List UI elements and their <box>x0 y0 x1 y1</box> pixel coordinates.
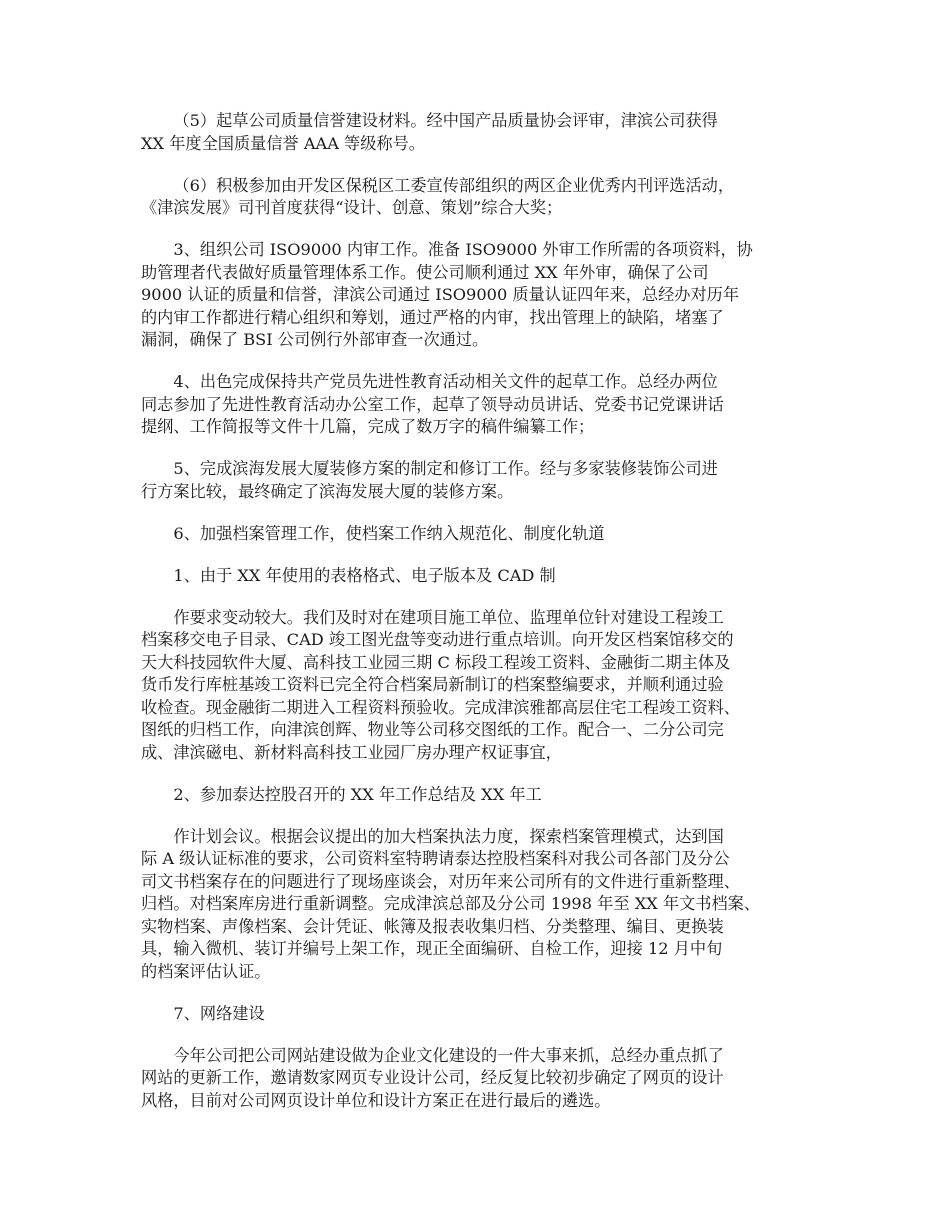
paragraph-line: 的内审工作都进行精心组织和筹划，通过严格的内审，找出管理上的缺陷，堵塞了 <box>141 307 724 327</box>
paragraph-line: 的档案评估认证。 <box>141 961 271 981</box>
paragraph-p8 <box>141 607 821 765</box>
paragraph-p12 <box>141 1045 821 1113</box>
paragraph-line: 7、网络建设 <box>173 1003 265 1023</box>
paragraph-line: 助管理者代表做好质量管理体系工作。使公司顺利通过 XX 年外审，确保了公司 <box>141 262 709 282</box>
paragraph-p1 <box>141 110 821 155</box>
paragraph-p6 <box>141 523 821 546</box>
paragraph-line: 提纲、工作简报等文件十几篇，完成了数万字的稿件编纂工作； <box>141 417 595 436</box>
paragraph-line: 4、出色完成保持共产党员先进性教育活动相关文件的起草工作。总经办两位 <box>173 372 718 391</box>
paragraph-line: 作要求变动较大。我们及时对在建项目施工单位、监理单位针对建设工程竣工 <box>173 607 724 627</box>
paragraph-line: （5）起草公司质量信誉建设材料。经中国产品质量协会评审，津滨公司获得 <box>173 111 718 130</box>
paragraph-line: 天大科技园软件大厦、高科技工业园三期 C 标段工程竣工资料、金融街二期主体及 <box>141 652 731 672</box>
paragraph-p2 <box>141 175 821 220</box>
paragraph-line: 归档。对档案库房进行重新调整。完成津滨总部及分公司 1998 年至 XX 年文书档案、 <box>141 894 761 913</box>
paragraph-p11 <box>141 1003 821 1026</box>
paragraph-p3 <box>141 239 821 352</box>
paragraph-line: 具，输入微机、装订并编号上架工作，现正全面编研、自检工作，迎接 12 月中旬 <box>141 939 723 958</box>
paragraph-line: 货币发行库桩基竣工资料已完全符合档案局新制订的档案整编要求，并顺利通过验 <box>141 675 724 694</box>
paragraph-line: （6）积极参加由开发区保税区工委宣传部组织的两区企业优秀内刊评选活动， <box>173 175 735 195</box>
paragraph-line: 6、加强档案管理工作，使档案工作纳入规范化、制度化轨道 <box>173 523 605 543</box>
paragraph-line: 作计划会议。根据会议提出的加大档案执法力度，探索档案管理模式，达到国 <box>173 826 724 846</box>
paragraph-line: 际 A 级认证标准的要求，公司资料室特聘请泰达控股档案科对我公司各部门及分公 <box>141 849 730 868</box>
paragraph-p10 <box>141 826 821 984</box>
paragraph-line: 同志参加了先进性教育活动办公室工作，起草了领导动员讲话、党委书记党课讲话 <box>141 394 724 414</box>
paragraph-line: 3、组织公司 ISO9000 内审工作。准备 ISO9000 外审工作所需的各项资料，协 <box>173 240 753 259</box>
paragraph-line: 风格，目前对公司网页设计单位和设计方案正在进行最后的遴选。 <box>141 1090 611 1110</box>
paragraph-line: 档案移交电子目录、CAD 竣工图光盘等变动进行重点培训。向开发区档案馆移交的 <box>141 630 734 649</box>
paragraph-line: 2、参加泰达控股召开的 XX 年工作总结及 XX 年工 <box>173 784 542 804</box>
paragraph-line: 收检查。现金融街二期进入工程资料预验收。完成津滨雅都高层住宅工程竣工资料、 <box>141 697 740 717</box>
paragraph-line: 成、津滨磁电、新材料高科技工业园厂房办理产权证事宜， <box>141 742 562 762</box>
paragraph-line: 9000 认证的质量和信誉，津滨公司通过 ISO9000 质量认证四年来，总经办对历年 <box>141 285 740 304</box>
paragraph-p4 <box>141 371 821 439</box>
paragraph-p7 <box>141 565 821 588</box>
paragraph-p5 <box>141 458 821 503</box>
paragraph-line: 5、完成滨海发展大厦装修方案的制定和修订工作。经与多家装修装饰公司进 <box>173 459 718 478</box>
paragraph-p9 <box>141 784 821 807</box>
paragraph-line: 行方案比较，最终确定了滨海发展大厦的装修方案。 <box>141 481 514 501</box>
paragraph-line: XX 年度全国质量信誉 AAA 等级称号。 <box>141 133 425 153</box>
paragraph-line: 实物档案、声像档案、会计凭证、帐簿及报表收集归档、分类整理、编目、更换装 <box>141 916 724 936</box>
paragraph-line: 1、由于 XX 年使用的表格格式、电子版本及 CAD 制 <box>173 565 556 585</box>
paragraph-line: 图纸的归档工作，向津滨创辉、物业等公司移交图纸的工作。配合一、二分公司完 <box>141 720 724 739</box>
paragraph-line: 司文书档案存在的问题进行了现场座谈会，对历年来公司所有的文件进行重新整理、 <box>141 871 740 891</box>
paragraph-line: 今年公司把公司网站建设做为企业文化建设的一件大事来抓，总经办重点抓了 <box>173 1045 724 1065</box>
paragraph-line: 《津滨发展》司刊首度获得“设计、创意、策划”综合大奖； <box>141 198 563 217</box>
paragraph-line: 漏洞，确保了 BSI 公司例行外部审查一次通过。 <box>141 330 489 349</box>
paragraph-line: 网站的更新工作，邀请数家网页专业设计公司，经反复比较初步确定了网页的设计 <box>141 1068 724 1087</box>
document-body <box>141 110 821 1132</box>
